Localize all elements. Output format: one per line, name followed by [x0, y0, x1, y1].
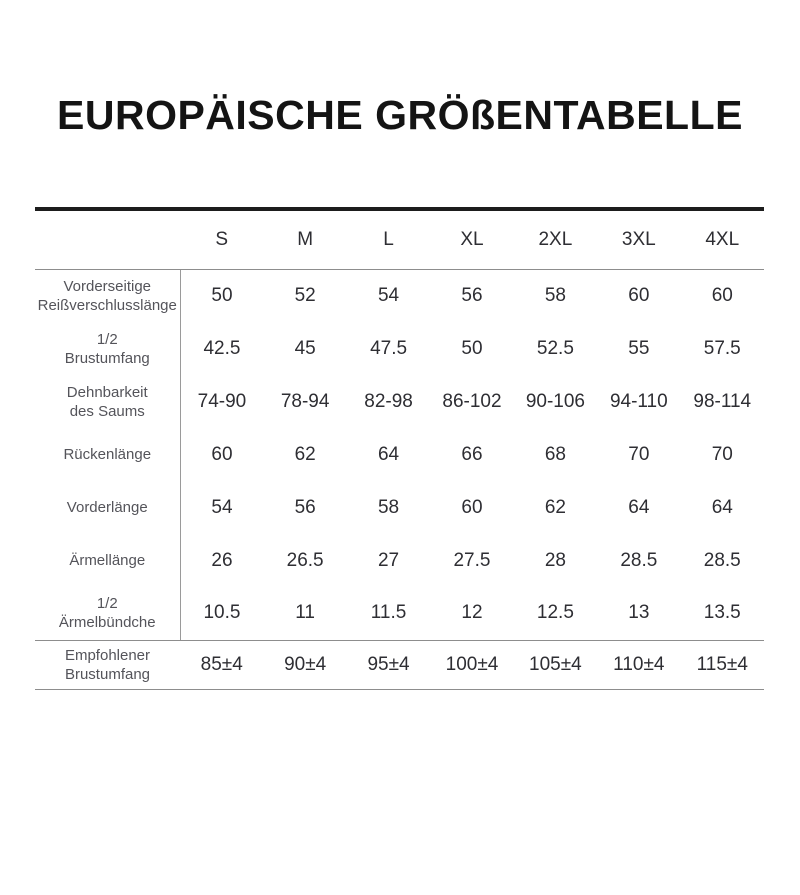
- row-label: [35, 587, 180, 640]
- value-cell: 66: [461, 443, 483, 465]
- table-row: [35, 534, 764, 587]
- row-label: [35, 269, 180, 322]
- value-cell: 95±4: [347, 640, 430, 689]
- table-row: [35, 481, 764, 534]
- value-cell: 105±4: [514, 640, 597, 689]
- size-column-header: XL: [430, 209, 513, 269]
- table-row: [35, 428, 764, 481]
- value-cell: 94-110: [609, 390, 668, 412]
- row-label: [35, 322, 180, 375]
- value-cell: 90±4: [263, 640, 346, 689]
- row-label-line: Vorderseitige: [63, 277, 152, 295]
- value-cell: 26.5: [286, 549, 324, 571]
- row-label: [35, 534, 180, 587]
- value-cell: 90-106: [525, 390, 585, 412]
- value-cell: 52.5: [536, 337, 574, 359]
- value-cell: 50: [461, 337, 483, 359]
- table-row: [35, 587, 764, 640]
- table-row: [35, 640, 764, 689]
- value-cell: 62: [544, 496, 566, 518]
- row-label-line: Brustumfang: [64, 349, 150, 367]
- row-label-line: Ärmellänge: [69, 552, 146, 569]
- size-column-header: M: [263, 209, 346, 269]
- value-cell: 54: [211, 496, 233, 518]
- table-row: [35, 269, 764, 322]
- size-column-header: 3XL: [597, 209, 680, 269]
- value-cell: 64: [711, 496, 733, 518]
- value-cell: 60: [211, 443, 233, 465]
- value-cell: 12.5: [514, 587, 597, 640]
- corner-cell: [35, 209, 180, 269]
- row-label-line: Rückenlänge: [63, 446, 152, 463]
- value-cell: 85±4: [180, 640, 263, 689]
- row-label-line: Ärmelbündche: [58, 614, 156, 632]
- page-title: EUROPÄISCHE GRÖßENTABELLE: [57, 92, 743, 138]
- value-cell: 110±4: [597, 640, 680, 689]
- row-label: [35, 428, 180, 481]
- row-label-line: 1/2: [96, 330, 118, 348]
- table-row: [35, 375, 764, 428]
- value-cell: 58: [544, 284, 566, 306]
- value-cell: 70: [628, 443, 650, 465]
- value-cell: 13: [597, 587, 680, 640]
- value-cell: 28: [544, 549, 566, 571]
- value-cell: 57.5: [703, 337, 741, 359]
- value-cell: 50: [211, 284, 233, 306]
- value-cell: 47.5: [370, 337, 408, 359]
- row-label-line: Dehnbarkeit: [66, 383, 148, 401]
- row-label-line: des Saums: [69, 402, 145, 420]
- value-cell: 68: [544, 443, 566, 465]
- row-label: [35, 481, 180, 534]
- value-cell: 64: [377, 443, 400, 465]
- value-cell: 115±4: [681, 640, 764, 689]
- row-label-line: 1/2: [96, 595, 118, 613]
- value-cell: 27: [377, 549, 400, 571]
- value-cell: 28.5: [703, 549, 741, 571]
- value-cell: 58: [377, 496, 400, 518]
- size-column-header: 2XL: [514, 209, 597, 269]
- value-cell: 64: [628, 496, 650, 518]
- value-cell: 60: [628, 284, 650, 306]
- value-cell: 78-94: [280, 390, 330, 412]
- value-cell: 74-90: [197, 390, 247, 412]
- value-cell: 86-102: [442, 390, 502, 412]
- size-chart-table: [35, 207, 764, 690]
- size-column-header: S: [180, 209, 263, 269]
- value-cell: 10.5: [180, 587, 263, 640]
- size-column-header: 4XL: [681, 209, 764, 269]
- row-label-line: Vorderlänge: [66, 499, 148, 516]
- row-label: [35, 640, 180, 689]
- size-column-header: L: [347, 209, 430, 269]
- value-cell: 100±4: [430, 640, 513, 689]
- row-label-line: Reißverschlusslänge: [37, 296, 177, 314]
- value-cell: 45: [294, 337, 316, 359]
- value-cell: 60: [461, 496, 483, 518]
- value-cell: 54: [377, 284, 400, 306]
- value-cell: 82-98: [364, 390, 413, 412]
- value-cell: 70: [711, 443, 733, 465]
- value-cell: 27.5: [453, 549, 491, 571]
- value-cell: 13.5: [681, 587, 764, 640]
- value-cell: 42.5: [203, 337, 241, 359]
- value-cell: 26: [211, 549, 233, 571]
- table-row: [35, 322, 764, 375]
- value-cell: 62: [294, 443, 316, 465]
- value-cell: 12: [430, 587, 513, 640]
- value-cell: 11: [263, 587, 346, 640]
- value-cell: 56: [461, 284, 483, 306]
- row-label: [35, 375, 180, 428]
- value-cell: 98-114: [693, 390, 752, 412]
- value-cell: 52: [294, 284, 316, 306]
- row-label-line: Brustumfang: [64, 665, 151, 683]
- value-cell: 55: [628, 337, 650, 359]
- value-cell: 28.5: [620, 549, 658, 571]
- value-cell: 56: [294, 496, 316, 518]
- value-cell: 60: [711, 284, 733, 306]
- value-cell: 11.5: [347, 587, 430, 640]
- size-header-row: [35, 209, 764, 269]
- row-label-line: Empfohlener: [64, 646, 151, 664]
